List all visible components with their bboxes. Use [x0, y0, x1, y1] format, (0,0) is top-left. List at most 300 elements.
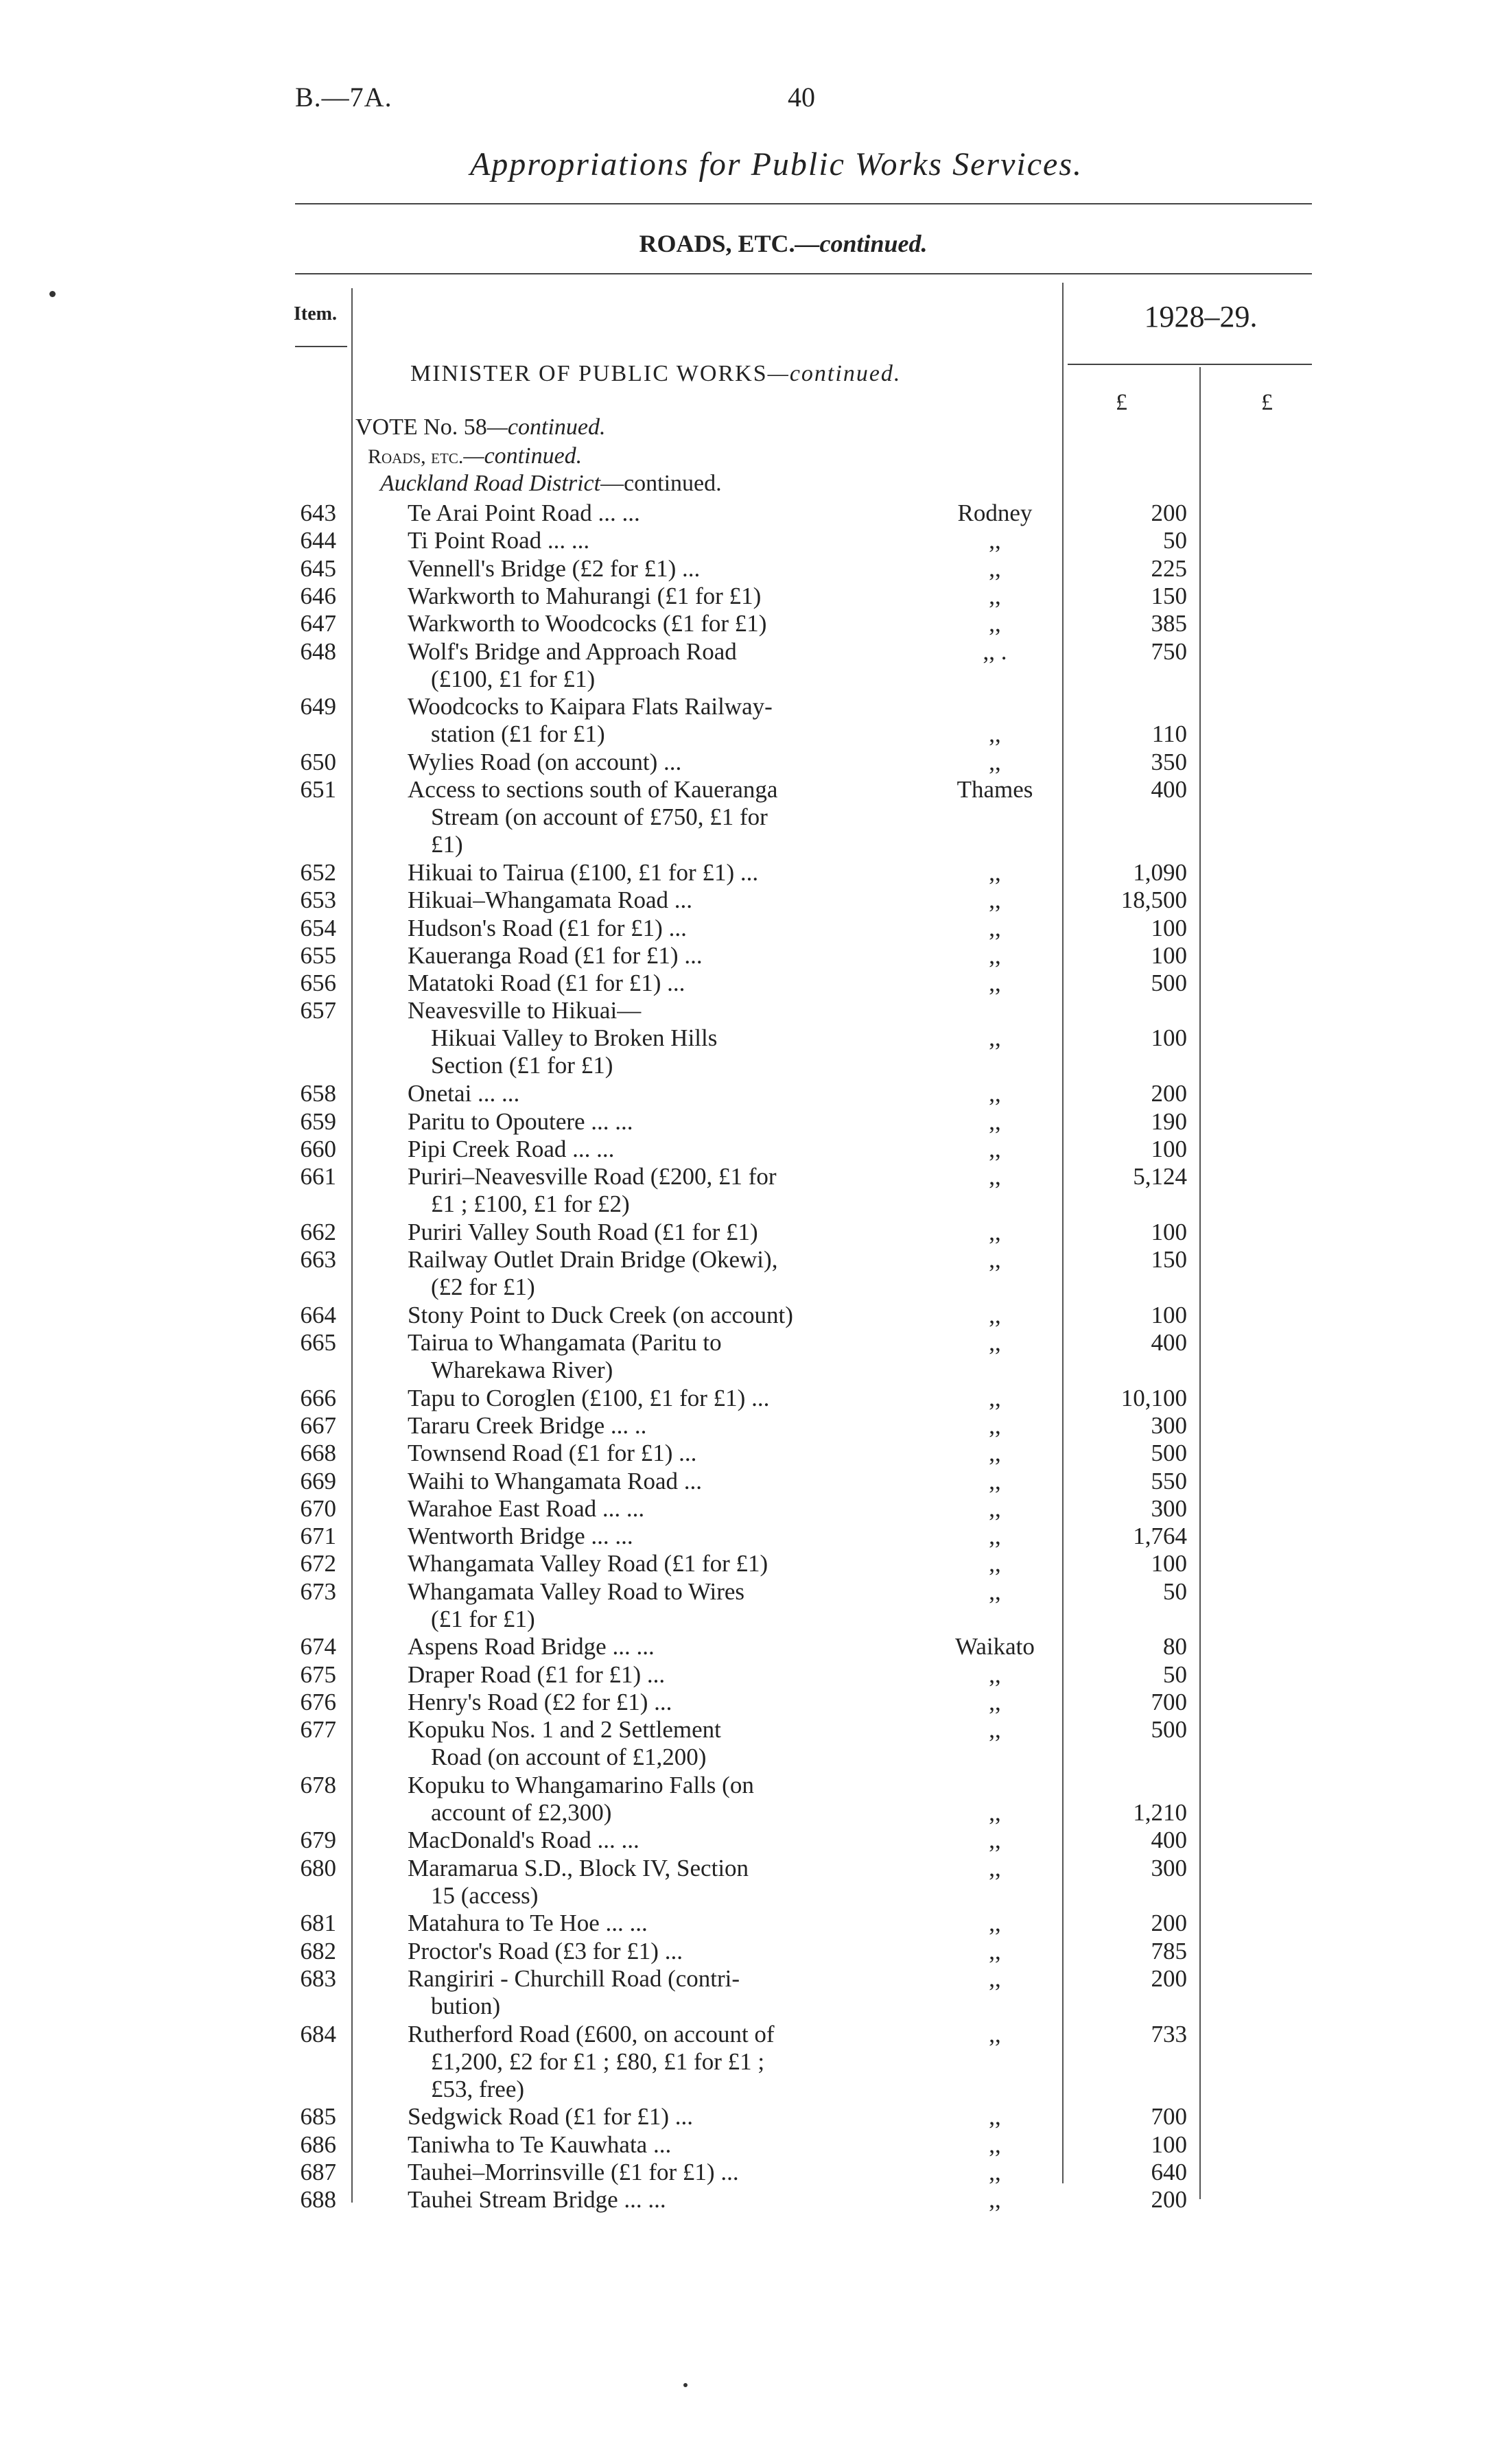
description-line: Sedgwick Road (£1 for £1) ... [408, 2103, 694, 2130]
item-number: 654 [300, 915, 336, 941]
amount-1928-29: 150 [1151, 583, 1187, 609]
item-number: 648 [300, 638, 336, 665]
road-district: ,, [989, 1163, 1001, 1190]
district-heading-text: Auckland Road District [380, 471, 601, 496]
table-row [0, 1440, 1491, 1467]
page-title: Appropriations for Public Works Services. [469, 146, 1083, 183]
item-description [408, 1136, 865, 1163]
table-row [0, 2021, 1491, 2104]
minister-heading-text: MINISTER OF PUBLIC WORKS [410, 361, 768, 386]
item-column-header: Item. [294, 303, 337, 325]
item-number: 670 [300, 1495, 336, 1522]
item-description [408, 1246, 865, 1301]
item-number: 661 [300, 1163, 336, 1190]
description-line: Stream (on account of £750, £1 for [431, 803, 768, 830]
description-line: Tauhei Stream Bridge ... ... [408, 2186, 666, 2213]
description-line: Draper Road (£1 for £1) ... [408, 1661, 666, 1688]
item-number: 674 [300, 1633, 336, 1660]
amount-1928-29: 1,090 [1133, 859, 1187, 886]
vote-heading [355, 414, 606, 441]
minister-heading [410, 361, 901, 387]
amount-1928-29: 350 [1151, 749, 1187, 775]
amount-1928-29: 225 [1151, 555, 1187, 582]
table-row [0, 2186, 1491, 2214]
road-district: Rodney [957, 500, 1033, 526]
road-district: ,, [989, 1716, 1001, 1743]
road-district: ,, [989, 749, 1001, 775]
description-line: Pipi Creek Road ... ... [408, 1136, 615, 1162]
item-number: 671 [300, 1523, 336, 1549]
amount-1928-29: 400 [1151, 776, 1187, 803]
amount-1928-29: 200 [1151, 2186, 1187, 2213]
vote-heading-text: VOTE No. 58 [355, 414, 487, 440]
item-number: 666 [300, 1385, 336, 1411]
item-description [408, 1495, 865, 1523]
table-row [0, 1633, 1491, 1661]
item-description [408, 500, 865, 527]
item-description [408, 2021, 865, 2103]
road-district: Thames [956, 776, 1033, 803]
description-line: Taniwha to Te Kauwhata ... [408, 2131, 672, 2158]
section-heading [0, 229, 1491, 258]
item-description [408, 1468, 865, 1495]
item-description [408, 915, 865, 942]
table-row [0, 1938, 1491, 1965]
road-district: ,, [989, 720, 1001, 747]
amount-1928-29: 100 [1151, 2131, 1187, 2158]
description-line: Warkworth to Mahurangi (£1 for £1) [408, 583, 762, 609]
table-row [0, 915, 1491, 942]
page-header [0, 0, 1491, 288]
item-description [408, 1412, 865, 1440]
amount-1928-29: 300 [1151, 1855, 1187, 1881]
item-description [408, 1633, 865, 1661]
road-district: ,, [989, 915, 1001, 941]
roads-heading [368, 443, 582, 469]
road-district: ,, [989, 2103, 1001, 2130]
item-description [408, 1938, 865, 1965]
item-number: 688 [300, 2186, 336, 2213]
item-description [408, 1163, 865, 1218]
amount-1928-29: 200 [1151, 1910, 1187, 1936]
description-line: (£2 for £1) [431, 1274, 535, 1300]
amount-1928-29: 100 [1151, 915, 1187, 941]
description-line: Tauhei–Morrinsville (£1 for £1) ... [408, 2159, 739, 2185]
rule-under-section [295, 273, 1312, 274]
table-row [0, 1136, 1491, 1163]
road-district: ,, [989, 583, 1001, 609]
road-district: ,, [989, 1827, 1001, 1853]
item-number: 680 [300, 1855, 336, 1881]
table-row [0, 1965, 1491, 2021]
rule-under-title [295, 203, 1312, 204]
item-description [408, 1550, 865, 1577]
road-district: ,, [989, 1689, 1001, 1715]
item-description [408, 1523, 865, 1550]
item-number: 672 [300, 1550, 336, 1577]
amount-1928-29: 100 [1151, 1024, 1187, 1051]
description-line: Matatoki Road (£1 for £1) ... [408, 970, 685, 996]
table-row [0, 1772, 1491, 1827]
road-district: Waikato [955, 1633, 1035, 1660]
table-row [0, 1578, 1491, 1634]
item-number: 659 [300, 1108, 336, 1135]
item-description [408, 1108, 865, 1136]
amount-1928-29: 18,500 [1120, 887, 1187, 913]
table-row [0, 583, 1491, 610]
amount-1928-29: 750 [1151, 638, 1187, 665]
item-description [408, 527, 865, 554]
amount-1928-29: 190 [1151, 1108, 1187, 1135]
item-description [408, 1329, 865, 1384]
description-line: Ti Point Road ... ... [408, 527, 590, 554]
roads-heading-continued: —continued. [463, 443, 583, 469]
description-line: Wolf's Bridge and Approach Road [408, 638, 737, 665]
road-district: ,, [989, 942, 1001, 969]
table-row [0, 1468, 1491, 1495]
road-district: ,, [989, 1468, 1001, 1494]
item-number: 667 [300, 1412, 336, 1439]
amount-1928-29: 500 [1151, 970, 1187, 996]
item-number: 681 [300, 1910, 336, 1936]
table-row [0, 527, 1491, 554]
amount-1928-29: 300 [1151, 1495, 1187, 1522]
item-number: 685 [300, 2103, 336, 2130]
description-line: Puriri–Neavesville Road (£200, £1 for [408, 1163, 777, 1190]
pound-sign-left: £ [1116, 390, 1127, 415]
description-line: Puriri Valley South Road (£1 for £1) [408, 1219, 758, 1245]
item-description [408, 1385, 865, 1412]
table-row [0, 1302, 1491, 1329]
description-line: Road (on account of £1,200) [431, 1744, 707, 1770]
amount-1928-29: 50 [1163, 1661, 1187, 1688]
description-line: Tararu Creek Bridge ... .. [408, 1412, 647, 1439]
description-line: Access to sections south of Kaueranga [408, 776, 778, 803]
description-line: £53, free) [431, 2076, 525, 2102]
item-description [408, 1772, 865, 1827]
page-number: 40 [788, 82, 815, 113]
amount-1928-29: 100 [1151, 1219, 1187, 1245]
road-district: ,, [989, 610, 1001, 637]
item-number: 652 [300, 859, 336, 886]
road-district: ,, [989, 1219, 1001, 1245]
amount-1928-29: 500 [1151, 1440, 1187, 1466]
item-description [408, 1965, 865, 2020]
item-description [408, 970, 865, 997]
description-line: Rangiriri - Churchill Road (contri- [408, 1965, 740, 1992]
description-line: Waihi to Whangamata Road ... [408, 1468, 703, 1494]
item-description [408, 1302, 865, 1329]
table-row [0, 1385, 1491, 1412]
item-description [408, 693, 865, 748]
amount-1928-29: 50 [1163, 527, 1187, 554]
item-number: 656 [300, 970, 336, 996]
description-line: Section (£1 for £1) [431, 1052, 613, 1079]
item-description [408, 638, 865, 693]
road-district: ,, [989, 1024, 1001, 1051]
item-number: 657 [300, 997, 336, 1024]
description-line: bution) [431, 1993, 501, 2019]
item-number: 644 [300, 527, 336, 554]
item-number: 643 [300, 500, 336, 526]
road-district: ,, [989, 1578, 1001, 1605]
table-row [0, 887, 1491, 914]
description-line: Paritu to Opoutere ... ... [408, 1108, 633, 1135]
description-line: Hikuai–Whangamata Road ... [408, 887, 693, 913]
item-number: 682 [300, 1938, 336, 1964]
table-row [0, 1855, 1491, 1910]
amount-1928-29: 700 [1151, 1689, 1187, 1715]
item-description [408, 583, 865, 610]
item-number: 676 [300, 1689, 336, 1715]
year-column-header: 1928–29. [1144, 300, 1258, 333]
description-line: Kopuku Nos. 1 and 2 Settlement [408, 1716, 721, 1743]
description-line: Vennell's Bridge (£2 for £1) ... [408, 555, 701, 582]
item-number: 675 [300, 1661, 336, 1688]
description-line: Stony Point to Duck Creek (on account) [408, 1302, 793, 1328]
table-row [0, 2103, 1491, 2131]
road-district: ,, [989, 1661, 1001, 1688]
table-row [0, 1716, 1491, 1772]
table-row [0, 1827, 1491, 1854]
description-line: Aspens Road Bridge ... ... [408, 1633, 655, 1660]
road-district: ,, [989, 1855, 1001, 1881]
table-row [0, 610, 1491, 637]
item-number: 658 [300, 1080, 336, 1107]
item-description [408, 1661, 865, 1689]
description-line: Onetai ... ... [408, 1080, 520, 1107]
section-heading-main: ROADS, ETC. [639, 230, 795, 257]
amount-1928-29: 1,210 [1133, 1799, 1187, 1826]
item-number: 647 [300, 610, 336, 637]
district-heading [380, 471, 722, 497]
road-district: ,, [989, 1938, 1001, 1964]
road-district: ,, [989, 970, 1001, 996]
amount-1928-29: 785 [1151, 1938, 1187, 1964]
district-heading-continued: —continued. [600, 471, 722, 496]
item-description [408, 997, 865, 1079]
amount-1928-29: 1,764 [1133, 1523, 1187, 1549]
description-line: Rutherford Road (£600, on account of [408, 2021, 775, 2048]
item-description [408, 2103, 865, 2131]
description-line: Matahura to Te Hoe ... ... [408, 1910, 648, 1936]
description-line: Hudson's Road (£1 for £1) ... [408, 915, 687, 941]
table-row [0, 1219, 1491, 1246]
description-line: Kopuku to Whangamarino Falls (on [408, 1772, 754, 1798]
amount-1928-29: 100 [1151, 1136, 1187, 1162]
description-line: £1) [431, 831, 463, 858]
document-reference: B.—7A. [295, 82, 392, 113]
rule-under-item-head [295, 346, 347, 347]
amount-1928-29: 200 [1151, 1080, 1187, 1107]
table-row [0, 693, 1491, 749]
description-line: Wharekawa River) [431, 1357, 613, 1383]
amount-1928-29: 80 [1163, 1633, 1187, 1660]
road-district: ,, [989, 1495, 1001, 1522]
amount-1928-29: 500 [1151, 1716, 1187, 1743]
item-number: 687 [300, 2159, 336, 2185]
description-line: (£100, £1 for £1) [431, 666, 596, 692]
table-row [0, 776, 1491, 859]
road-district: ,, [989, 1302, 1001, 1328]
description-line: Townsend Road (£1 for £1) ... [408, 1440, 697, 1466]
table-row [0, 1689, 1491, 1716]
table-row [0, 1246, 1491, 1302]
amount-1928-29: 100 [1151, 1550, 1187, 1577]
item-number: 668 [300, 1440, 336, 1466]
table-row [0, 1910, 1491, 1937]
description-line: Whangamata Valley Road (£1 for £1) [408, 1550, 768, 1577]
item-number: 673 [300, 1578, 336, 1605]
item-description [408, 1689, 865, 1716]
amount-1928-29: 150 [1151, 1246, 1187, 1273]
road-district: ,, [989, 2131, 1001, 2158]
item-number: 677 [300, 1716, 336, 1743]
description-line: Henry's Road (£2 for £1) ... [408, 1689, 672, 1715]
road-district: ,, [989, 2021, 1001, 2048]
description-line: 15 (access) [431, 1882, 539, 1909]
amount-1928-29: 550 [1151, 1468, 1187, 1494]
amount-1928-29: 300 [1151, 1412, 1187, 1439]
section-heading-continued: —continued. [795, 230, 928, 257]
item-description [408, 942, 865, 970]
description-line: Railway Outlet Drain Bridge (Okewi), [408, 1246, 778, 1273]
description-line: Tapu to Coroglen (£100, £1 for £1) ... [408, 1385, 770, 1411]
amount-1928-29: 700 [1151, 2103, 1187, 2130]
item-description [408, 749, 865, 776]
road-district: ,, [989, 1965, 1001, 1992]
description-line: Maramarua S.D., Block IV, Section [408, 1855, 749, 1881]
vote-heading-continued: —continued. [486, 414, 606, 440]
item-number: 649 [300, 693, 336, 720]
item-number: 684 [300, 2021, 336, 2048]
amount-1928-29: 110 [1151, 720, 1187, 747]
description-line: (£1 for £1) [431, 1606, 535, 1632]
road-district: ,, [989, 2159, 1001, 2185]
road-district: ,, [989, 1246, 1001, 1273]
table-row [0, 2131, 1491, 2159]
road-district: ,, [989, 1385, 1001, 1411]
amount-1928-29: 100 [1151, 942, 1187, 969]
description-line: Te Arai Point Road ... ... [408, 500, 640, 526]
item-description [408, 776, 865, 858]
description-line: £1,200, £2 for £1 ; £80, £1 for £1 ; [431, 2048, 765, 2075]
item-number: 660 [300, 1136, 336, 1162]
item-description [408, 1827, 865, 1854]
item-description [408, 1440, 865, 1467]
item-number: 669 [300, 1468, 336, 1494]
item-description [408, 859, 865, 887]
table-row [0, 1661, 1491, 1689]
road-district: ,, [989, 1440, 1001, 1466]
amount-1928-29: 10,100 [1120, 1385, 1187, 1411]
amount-1928-29: 385 [1151, 610, 1187, 637]
description-line: Proctor's Road (£3 for £1) ... [408, 1938, 683, 1964]
amount-1928-29: 640 [1151, 2159, 1187, 2185]
description-line: Hikuai to Tairua (£100, £1 for £1) ... [408, 859, 759, 886]
table-row [0, 749, 1491, 776]
item-description [408, 2186, 865, 2214]
description-line: Wylies Road (on account) ... [408, 749, 682, 775]
item-number: 662 [300, 1219, 336, 1245]
item-number: 650 [300, 749, 336, 775]
road-district: ,, [989, 1080, 1001, 1107]
item-description [408, 1578, 865, 1633]
road-district: ,, [989, 1412, 1001, 1439]
table-row [0, 638, 1491, 694]
description-line: Wentworth Bridge ... ... [408, 1523, 633, 1549]
item-description [408, 1080, 865, 1107]
roads-heading-text: Roads, etc. [368, 445, 464, 468]
description-line: account of £2,300) [431, 1799, 612, 1826]
table-row [0, 1080, 1491, 1107]
item-description [408, 887, 865, 914]
table-row [0, 1495, 1491, 1523]
table-row [0, 942, 1491, 970]
table-row [0, 1523, 1491, 1550]
amount-1928-29: 200 [1151, 1965, 1187, 1992]
table-row [0, 1329, 1491, 1385]
pound-sign-right: £ [1261, 390, 1273, 415]
item-number: 686 [300, 2131, 336, 2158]
item-number: 679 [300, 1827, 336, 1853]
road-district: ,, [989, 859, 1001, 886]
description-line: £1 ; £100, £1 for £2) [431, 1190, 630, 1217]
description-line: Warkworth to Woodcocks (£1 for £1) [408, 610, 767, 637]
road-district: ,, [989, 1108, 1001, 1135]
item-description [408, 610, 865, 637]
description-line: Whangamata Valley Road to Wires [408, 1578, 745, 1605]
amount-1928-29: 733 [1151, 2021, 1187, 2048]
margin-speck [683, 2383, 688, 2387]
item-number: 683 [300, 1965, 336, 1992]
item-number: 653 [300, 887, 336, 913]
item-description [408, 1219, 865, 1246]
road-district: ,, [989, 527, 1001, 554]
table-row [0, 555, 1491, 583]
item-description [408, 1716, 865, 1771]
table-row [0, 997, 1491, 1080]
description-line: Tairua to Whangamata (Paritu to [408, 1329, 722, 1356]
amount-1928-29: 5,124 [1133, 1163, 1187, 1190]
description-line: Neavesville to Hikuai— [408, 997, 642, 1024]
table-row [0, 970, 1491, 997]
amount-1928-29: 400 [1151, 1827, 1187, 1853]
road-district: ,, [989, 1799, 1001, 1826]
minister-heading-continued: —continued. [767, 361, 902, 386]
rule-under-year-head [1068, 364, 1312, 365]
item-description [408, 2131, 865, 2159]
table-row [0, 2159, 1491, 2186]
road-district: ,, [989, 555, 1001, 582]
amount-1928-29: 400 [1151, 1329, 1187, 1356]
description-line: Woodcocks to Kaipara Flats Railway- [408, 693, 773, 720]
road-district: ,, [989, 1523, 1001, 1549]
road-district: ,, [989, 1910, 1001, 1936]
description-line: Kaueranga Road (£1 for £1) ... [408, 942, 703, 969]
margin-speck [49, 291, 56, 297]
item-description [408, 1910, 865, 1937]
item-description [408, 555, 865, 583]
item-number: 651 [300, 776, 336, 803]
table-row [0, 1163, 1491, 1219]
item-number: 646 [300, 583, 336, 609]
road-district: ,, [989, 2186, 1001, 2213]
road-district: ,, [989, 1136, 1001, 1162]
item-description [408, 2159, 865, 2186]
amount-1928-29: 200 [1151, 500, 1187, 526]
item-description [408, 1855, 865, 1910]
